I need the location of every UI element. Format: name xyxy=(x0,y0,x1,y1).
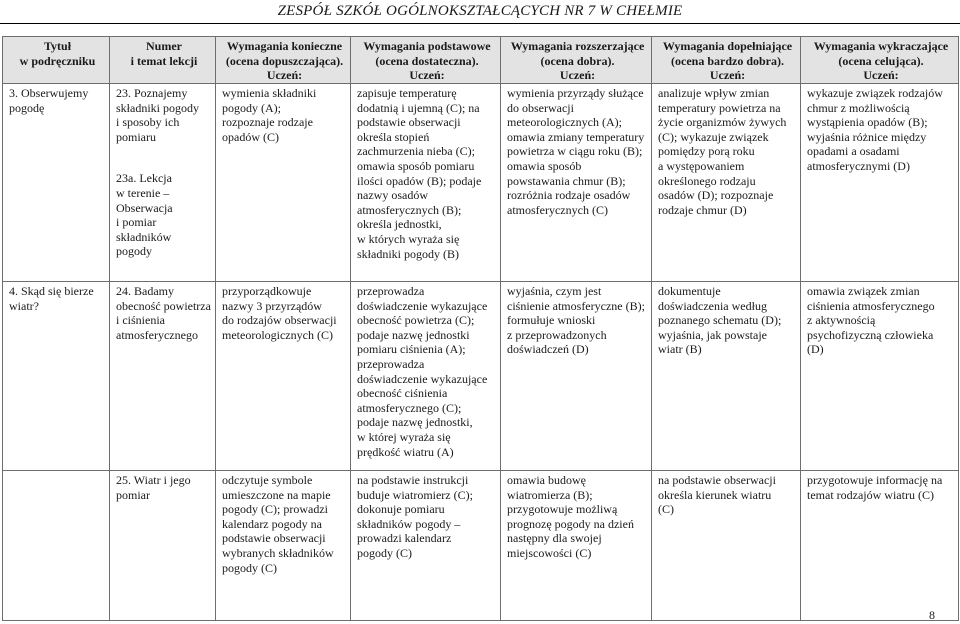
cell-text-line: składników xyxy=(116,229,172,244)
cell-text-line: nazwy 3 przyrządów xyxy=(222,298,322,313)
cell-text-line: temat rodzajów wiatru (C) xyxy=(807,487,934,502)
cell-text-line: atmosferycznego xyxy=(116,327,198,342)
cell-text-line: pogody (A); xyxy=(222,100,281,115)
table-cell-wykraczajace xyxy=(801,471,959,621)
cell-text-line: ciśnienia atmosferycznego xyxy=(807,298,935,313)
cell-text-line: opadami a osadami xyxy=(807,144,900,159)
cell-text-line: przyporządkowuje xyxy=(222,284,312,298)
cell-text-line: chmur z możliwością xyxy=(807,100,910,115)
table-cell-rozszerzajace xyxy=(501,282,652,471)
cell-text-line: i sposoby ich xyxy=(116,115,180,130)
cell-text-line: i ciśnienia xyxy=(116,313,165,328)
cell-text-line: pogody (C) xyxy=(357,545,412,560)
cell-text-line: w których wyraża się xyxy=(357,231,460,246)
cell-text-line: z aktywnością xyxy=(807,313,876,328)
cell-text-line: pogody (C) xyxy=(222,560,277,575)
cell-text-line: prowadzi kalendarz xyxy=(357,531,452,546)
cell-text-line: pomiaru xyxy=(116,129,156,144)
table-cell-podstawowe xyxy=(351,471,501,621)
cell-text-line: wymienia przyrządy służące xyxy=(507,86,644,100)
cell-text-line: Wymagania dopełniające xyxy=(662,39,793,53)
cell-text-line: wiatromierza (B); xyxy=(507,487,593,502)
cell-text-line: opadów (C) xyxy=(222,129,279,144)
table-cell-lesson xyxy=(110,471,216,621)
cell-text-line: osadów (D); rozpoznaje xyxy=(658,188,774,203)
cell-text-line: i temat lekcji xyxy=(130,53,198,68)
cell-text-line: (ocena dostateczna). xyxy=(375,53,479,68)
cell-text-line: pomiaru ciśnienia (A); xyxy=(357,342,466,357)
curriculum-table xyxy=(2,36,959,621)
table-cell-dopelniajace xyxy=(652,282,801,471)
cell-text-line: prognozę pogody na dzień xyxy=(507,516,634,531)
cell-text-line: obecność powietrza (C); xyxy=(357,313,475,328)
cell-text-line: Wymagania podstawowe xyxy=(363,39,491,53)
cell-text-line: wybranych składników xyxy=(222,545,334,560)
cell-text-line: wyjaśnia różnice między xyxy=(807,129,927,144)
cell-text-line: życie organizmów żywych xyxy=(658,115,787,130)
cell-text-line: omawia budowę xyxy=(507,473,586,487)
cell-text-line: meteorologicznych (A); xyxy=(507,115,622,130)
cell-text-line: 23. Poznajemy xyxy=(116,86,188,100)
column-header xyxy=(801,37,959,84)
cell-text-line: pogody xyxy=(116,244,152,259)
cell-text-line: 24. Badamy xyxy=(116,284,174,298)
cell-text-line: przeprowadza xyxy=(357,356,425,371)
cell-text-line: wyjaśnia, czym jest xyxy=(507,284,602,298)
cell-text-line: Tytuł xyxy=(43,39,72,53)
school-title: ZESPÓŁ SZKÓŁ OGÓLNOKSZTAŁCĄCYCH NR 7 W CHEŁMIE xyxy=(277,3,683,19)
page-number: 8 xyxy=(929,608,935,622)
cell-text-line: do rodzajów obserwacji xyxy=(222,313,337,328)
cell-text-line: a występowaniem xyxy=(658,158,745,173)
cell-text-line: Uczeń: xyxy=(266,68,303,83)
table-header-row xyxy=(3,37,959,84)
cell-text-line: buduje wiatromierz (C); xyxy=(357,487,473,502)
table-row xyxy=(3,282,959,471)
cell-text-line: 3. Obserwujemy xyxy=(9,86,89,100)
column-header xyxy=(501,37,652,84)
cell-text-line: wyjaśnia, jak powstaje xyxy=(658,327,767,342)
cell-text-line: meteorologicznych (C) xyxy=(222,327,333,342)
cell-text-line: 25. Wiatr i jego xyxy=(116,473,191,487)
cell-text-line: Uczeń: xyxy=(863,68,899,83)
table-cell-rozszerzajace xyxy=(501,84,652,282)
cell-text-line: omawia sposób xyxy=(507,158,582,173)
cell-text-line: w terenie – xyxy=(116,185,170,200)
cell-text-line: prędkość wiatru (A) xyxy=(357,444,454,459)
cell-text-line: psychofizyczną człowieka xyxy=(807,327,934,342)
table-cell-podstawowe xyxy=(351,84,501,282)
cell-text-line: wystąpienia opadów (B); xyxy=(807,115,928,130)
cell-text-line: obecność ciśnienia xyxy=(357,386,448,401)
table-row xyxy=(3,84,959,282)
cell-text-line: Numer xyxy=(146,39,182,53)
cell-text-line: podstawie obserwacji xyxy=(222,531,326,546)
cell-text-line: Wymagania rozszerzające xyxy=(510,39,645,53)
cell-text-line: podstawie obserwacji xyxy=(357,115,461,130)
column-header xyxy=(351,37,501,84)
cell-text-line: atmosferycznego (C); xyxy=(357,400,462,415)
cell-text-line: podaje nazwę jednostki xyxy=(357,327,470,342)
cell-text-line: (C); wykazuje związek xyxy=(658,129,769,144)
cell-text-line: atmosferycznych (B); xyxy=(357,202,462,217)
cell-text-line: zapisuje temperaturę xyxy=(357,86,457,100)
table-cell-podstawowe xyxy=(351,282,501,471)
column-header xyxy=(3,37,110,84)
cell-text-line: rozróżnia rodzaje osadów xyxy=(507,188,631,203)
cell-text-line: określonego rodzaju xyxy=(658,173,756,188)
column-header xyxy=(652,37,801,84)
cell-text-line: z przeprowadzonych xyxy=(507,327,607,342)
cell-text-line: pomiędzy porą roku xyxy=(658,144,755,159)
table-cell-wykraczajace xyxy=(801,282,959,471)
cell-text-line: (ocena dopuszczająca). xyxy=(225,53,344,68)
cell-text-line: (ocena bardzo dobra). xyxy=(671,53,784,68)
table-row xyxy=(3,471,959,621)
table-cell-konieczne xyxy=(216,471,351,621)
cell-text-line: miejscowości (C) xyxy=(507,545,592,560)
cell-text-line: powietrza w ciągu roku (B); xyxy=(507,144,643,159)
cell-text-line: wiatr? xyxy=(9,298,39,313)
cell-text-line: określa kierunek wiatru xyxy=(658,487,772,502)
cell-text-line: atmosferycznymi (D) xyxy=(807,158,910,173)
cell-text-line: nazwy osadów xyxy=(357,188,428,203)
table-cell-konieczne xyxy=(216,282,351,471)
cell-text-line: przygotowuje możliwą xyxy=(507,502,618,517)
table-cell-lesson xyxy=(110,84,216,282)
cell-text-line: rozpoznaje rodzaje xyxy=(222,115,313,130)
table-cell-dopelniajace xyxy=(652,471,801,621)
cell-text-line: Uczeń: xyxy=(559,68,596,83)
cell-text-line: doświadczeń (D) xyxy=(507,342,589,357)
cell-text-line: 4. Skąd się bierze xyxy=(9,284,94,298)
cell-text-line: rodzaje chmur (D) xyxy=(658,202,747,217)
table-cell-title xyxy=(3,84,110,282)
cell-text-line: ilości opadów (B); podaje xyxy=(357,173,482,188)
cell-text-line: wymienia składniki xyxy=(222,86,317,100)
cell-text-line: omawia związek zmian xyxy=(807,284,920,298)
cell-text-line: doświadczenie wykazujące xyxy=(357,298,488,313)
cell-text-line: kalendarz pogody na xyxy=(222,516,322,531)
cell-text-line: Uczeń: xyxy=(709,68,746,83)
cell-text-line: omawia sposób pomiaru xyxy=(357,158,475,173)
cell-text-line: formułuje wnioski xyxy=(507,313,596,328)
cell-text-line: w podręczniku xyxy=(19,53,96,68)
cell-text-line: do obserwacji xyxy=(507,100,574,115)
table-cell-title xyxy=(3,282,110,471)
cell-text-line: w której wyraża się xyxy=(357,429,451,444)
cell-text-line: składniki pogody (B) xyxy=(357,246,459,261)
cell-text-line: pomiar xyxy=(116,487,150,502)
cell-text-line: omawia zmiany temperatury xyxy=(507,129,645,144)
cell-text-line: podaje nazwę jednostki, xyxy=(357,415,473,430)
cell-text-line: temperatury powietrza na xyxy=(658,100,781,115)
header-rule xyxy=(0,23,960,24)
cell-text-line: (D) xyxy=(807,342,824,357)
cell-text-line: na podstawie instrukcji xyxy=(357,473,469,487)
cell-text-line: pogodę xyxy=(9,100,45,115)
cell-text-line: na podstawie obserwacji xyxy=(658,473,776,487)
cell-text-line: pogody (C); prowadzi xyxy=(222,502,328,517)
cell-text-line: określa jednostki, xyxy=(357,217,442,232)
cell-text-line: składniki pogody xyxy=(116,100,199,115)
cell-text-line: (ocena celująca). xyxy=(838,53,924,68)
cell-text-line: Obserwacja xyxy=(116,200,173,215)
table-cell-lesson xyxy=(110,282,216,471)
cell-text-line: następny dla swojej xyxy=(507,531,602,546)
table-cell-wykraczajace xyxy=(801,84,959,282)
cell-text-line: poznanego schematu (D); xyxy=(658,313,782,328)
cell-text-line: atmosferycznych (C) xyxy=(507,202,608,217)
cell-text-line: Uczeń: xyxy=(409,68,445,83)
table-cell-dopelniajace xyxy=(652,84,801,282)
cell-text-line: Wymagania wykraczające xyxy=(813,39,949,53)
column-header xyxy=(110,37,216,84)
cell-text-line: przygotowuje informację na xyxy=(807,473,943,487)
cell-text-line: Wymagania konieczne xyxy=(226,39,343,53)
table-cell-konieczne xyxy=(216,84,351,282)
cell-text-line: doświadczenie wykazujące xyxy=(357,371,488,386)
column-header xyxy=(216,37,351,84)
cell-text-line: ciśnienie atmosferyczne (B); xyxy=(507,298,645,313)
cell-text-line: dokonuje pomiaru xyxy=(357,502,445,517)
cell-text-line: analizuje wpływ zmian xyxy=(658,86,770,100)
table-cell-title xyxy=(3,471,110,621)
cell-text-line: składników pogody – xyxy=(357,516,461,531)
cell-text-line: dodatnią i ujemną (C); na xyxy=(357,100,480,115)
cell-text-line: i pomiar xyxy=(116,215,157,230)
cell-text-line: (ocena dobra). xyxy=(540,53,615,68)
cell-text-line: umieszczone na mapie xyxy=(222,487,331,502)
cell-text-line: odczytuje symbole xyxy=(222,473,313,487)
cell-text-line: zachmurzenia nieba (C); xyxy=(357,144,475,159)
cell-text-line: 23a. Lekcja xyxy=(116,171,172,186)
cell-text-line: obecność powietrza xyxy=(116,298,211,313)
cell-text-line: doświadczenia według xyxy=(658,298,767,313)
cell-text-line: wykazuje związek rodzajów xyxy=(807,86,943,100)
cell-text-line: (C) xyxy=(658,502,674,517)
cell-text-line: wiatr (B) xyxy=(658,342,702,357)
cell-gap xyxy=(116,144,212,171)
cell-text-line: dokumentuje xyxy=(658,284,721,298)
cell-text-line: przeprowadza xyxy=(357,284,425,298)
cell-text-line: określa stopień xyxy=(357,129,430,144)
cell-text-line: powstawania chmur (B); xyxy=(507,173,626,188)
table-cell-rozszerzajace xyxy=(501,471,652,621)
